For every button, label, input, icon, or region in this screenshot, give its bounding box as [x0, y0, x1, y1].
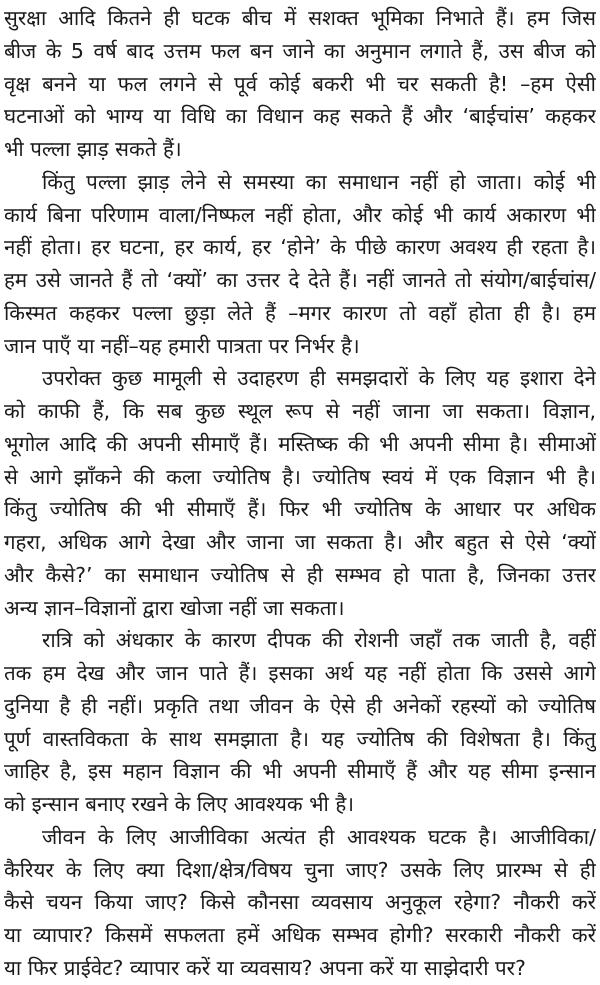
text-line: कैरियर के लिए क्या दिशा/क्षेत्र/विषय चुना जाए? उसके लिए प्रारम्भ से ही: [4, 857, 596, 882]
paragraph: [4, 2, 596, 166]
text-line: को काफी हैं, कि सब कुछ स्थूल रूप से नहीं जाना जा सकता। विज्ञान,: [4, 399, 596, 423]
text-line: पूर्ण वास्तविकता के साथ समझाता है। यह ज्योतिष की विशेषता है। किंतु: [4, 726, 596, 751]
text-line: रात्रि को अंधकार के कारण दीपक की रोशनी जहाँ तक जाती है, वहीं: [42, 628, 596, 653]
text-line: हम उसे जानते हैं तो ‘क्यों’ का उत्तर दे देते हैं। नहीं जानते तो संयोग/बाईचांस/: [4, 268, 596, 292]
text-line: या व्यापार? किसमें सफलता हमें अधिक सम्भव होगी? सरकारी नौकरी करें: [4, 923, 596, 947]
text-line: उपरोक्त कुछ मामूली से उदाहरण ही समझदारों के लिए यह इशारा देने: [42, 366, 596, 391]
text-line: किंतु पल्ला झाड़ लेने से समस्या का समाधान नहीं हो जाता। कोई भी: [42, 169, 596, 194]
text-line: को इन्सान बनाए रखने के लिए आवश्यक भी है।: [4, 792, 355, 816]
text-line: किंतु ज्योतिष की भी सीमाएँ हैं। फिर भी ज्योतिष के आधार पर अधिक: [4, 497, 596, 522]
text-line: गहरा, अधिक आगे देखा और जाना जा सकता है। और बहुत से ऐसे ‘क्यों: [4, 530, 596, 554]
text-line: वृक्ष बनने या फल लगने से पूर्व कोई बकरी भी चर सकती है! –हम ऐसी: [4, 71, 596, 96]
text-line: भूगोल आदि की अपनी सीमाएँ हैं। मस्तिष्क की भी अपनी सीमा है। सीमाओं: [4, 431, 596, 456]
paragraph: [4, 821, 596, 985]
text-line: जाहिर है, इस महान विज्ञान की भी अपनी सीमाएँ हैं और यह सीमा इन्सान: [4, 759, 596, 784]
text-line: घटनाओं को भाग्य या विधि का विधान कह सकते हैं और ‘बाईचांस’ कहकर: [4, 104, 596, 129]
paragraph: [4, 166, 596, 363]
text-line: कार्य बिना परिणाम वाला/निष्फल नहीं होता, और कोई भी कार्य अकारण भी: [4, 202, 596, 227]
text-line: और कैसे?’ का समाधान ज्योतिष से ही सम्भव हो पाता है, जिनका उत्तर: [4, 562, 596, 587]
text-line: कैसे चयन किया जाए? किसे कौनसा व्यवसाय अनुकूल रहेगा? नौकरी करें: [4, 890, 596, 915]
text-line: सुरक्षा आदि कितने ही घटक बीच में सशक्त भूमिका निभाते हैं। हम जिस: [4, 6, 596, 30]
text-line: से आगे झाँकने की कला ज्योतिष है। ज्योतिष स्वयं में एक विज्ञान भी है।: [4, 464, 596, 489]
text-line: अन्य ज्ञान–विज्ञानों द्वारा खोजा नहीं जा सकता।: [4, 595, 345, 620]
paragraph: [4, 362, 596, 624]
text-line: नहीं होता। हर घटना, हर कार्य, हर ‘होने’ के पीछे कारण अवश्य ही रहता है।: [4, 235, 596, 260]
text-line: तक हम देख और जान पाते हैं। इसका अर्थ यह नहीं होता कि उससे आगे: [4, 661, 596, 685]
text-line: जीवन के लिए आजीविका अत्यंत ही आवश्यक घटक है। आजीविका/: [42, 824, 596, 849]
text-line: जान पाएँ या नहीं–यह हमारी पात्रता पर निर्भर है।: [4, 333, 360, 358]
text-line: भी पल्ला झाड़ सकते हैं।: [4, 137, 182, 161]
text-line: बीज के 5 वर्ष बाद उत्तम फल बन जाने का अनुमान लगाते हैं, उस बीज को: [4, 38, 596, 63]
text-line: किस्मत कहकर पल्ला छुड़ा लेते हैं –मगर कारण तो वहाँ होता ही है। हम: [4, 300, 596, 325]
paragraph: [4, 624, 596, 821]
text-line: दुनिया है ही नहीं। प्रकृति तथा जीवन के ऐसे ही अनेकों रहस्यों को ज्योतिष: [4, 693, 596, 718]
text-line: या फिर प्राईवेट? व्यापार करें या व्यवसाय? अपना करें या साझेदारी पर?: [4, 955, 526, 980]
